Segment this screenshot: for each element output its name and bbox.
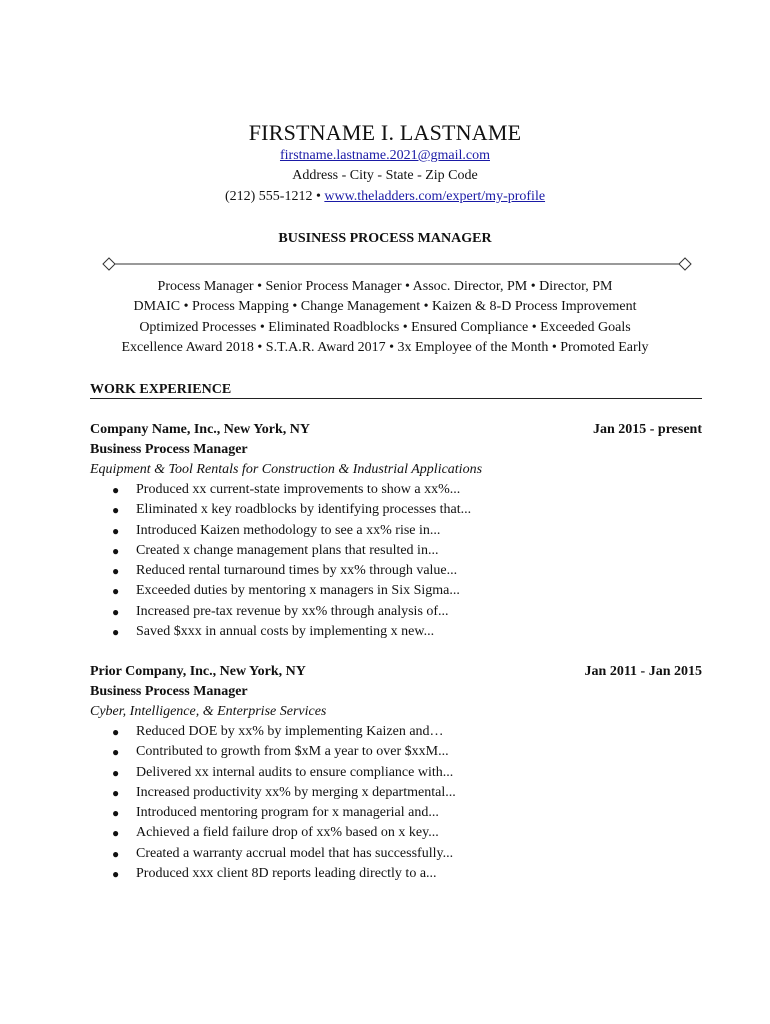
achievement-item — [90, 763, 702, 783]
achievement-text: Created a warranty accrual model that has successfully... — [136, 845, 454, 861]
job-industry: Cyber, Intelligence, & Enterprise Services — [90, 704, 327, 719]
bullet-icon: ● — [112, 765, 120, 780]
achievement-item — [90, 742, 702, 762]
achievement-text: Exceeded duties by mentoring x managers in Six Sigma... — [136, 583, 460, 599]
email-line — [0, 146, 770, 166]
email-link[interactable]: firstname.lastname.2021@gmail.com — [279, 148, 490, 163]
job-header — [90, 662, 702, 682]
achievement-item — [90, 541, 702, 561]
achievement-item — [90, 722, 702, 742]
achievement-text: Introduced mentoring program for x managerial and... — [136, 805, 439, 821]
summary-line-strengths: Optimized Processes • Eliminated Roadblocks • Ensured Compliance • Exceeded Goals — [139, 320, 631, 335]
website-link[interactable]: www.theladders.com/expert/my-profile — [324, 189, 546, 204]
bullet-icon: ● — [112, 725, 120, 739]
achievement-text: Eliminated x key roadblocks by identifying processes that... — [136, 502, 472, 518]
job-dates: Jan 2011 - Jan 2015 — [584, 664, 702, 679]
job-industry: Equipment & Tool Rentals for Construction & Industrial Applications — [90, 462, 483, 477]
achievement-text: Delivered xx internal audits to ensure compliance with... — [136, 764, 454, 780]
achievement-text: Reduced rental turnaround times by xx% through value... — [136, 563, 458, 579]
achievement-text: Produced xxx client 8D reports leading directly to a... — [136, 866, 437, 882]
candidate-name: FIRSTNAME I. LASTNAME — [248, 120, 522, 145]
achievement-item — [90, 823, 702, 843]
bullet-icon: ● — [112, 826, 120, 841]
achievement-item — [90, 622, 702, 642]
bullet-icon: ● — [112, 543, 120, 558]
contact-line — [0, 187, 770, 207]
job-entry — [90, 420, 702, 642]
phone-number: (212) 555-1212 — [224, 189, 313, 204]
left-diamond-icon — [103, 258, 115, 270]
achievement-item — [90, 521, 702, 541]
summary-line-awards: Excellence Award 2018 • S.T.A.R. Award 2017 • 3x Employee of the Month • Promoted Early — [121, 340, 649, 355]
resume-headline: BUSINESS PROCESS MANAGER — [278, 231, 492, 246]
right-diamond-icon — [679, 258, 691, 270]
summary-line-titles: Process Manager • Senior Process Manager • Assoc. Director, PM • Director, PM — [157, 279, 613, 294]
achievement-item — [90, 864, 702, 884]
section-rule — [90, 398, 702, 399]
bullet-icon: ● — [112, 745, 120, 760]
job-dates: Jan 2015 - present — [592, 422, 702, 437]
bullet-icon: ● — [112, 584, 120, 599]
achievement-item — [90, 561, 702, 581]
achievement-text: Reduced DOE by xx% by implementing Kaizen and… — [136, 724, 444, 739]
achievement-item — [90, 602, 702, 622]
achievement-item — [90, 803, 702, 823]
bullet-icon: ● — [112, 785, 120, 800]
achievement-text: Saved $xxx in annual costs by implementing x new... — [136, 624, 435, 640]
job-title: Business Process Manager — [90, 684, 248, 699]
diamond-divider — [102, 257, 692, 271]
achievement-text: Introduced Kaizen methodology to see a xx% rise in... — [136, 522, 441, 538]
achievement-text: Increased pre-tax revenue by xx% through analysis of... — [136, 603, 449, 619]
job-company: Company Name, Inc., New York, NY — [90, 422, 310, 437]
bullet-icon: ● — [112, 625, 120, 640]
job-header — [90, 420, 702, 440]
achievement-text: Increased productivity xx% by merging x departmental... — [136, 784, 456, 800]
achievement-item — [90, 581, 702, 601]
bullet-icon: ● — [112, 503, 120, 518]
achievement-text: Created x change management plans that resulted in... — [136, 542, 439, 558]
job-entry — [90, 662, 702, 884]
bullet-icon: ● — [112, 806, 120, 821]
achievement-text: Achieved a field failure drop of xx% based on x key... — [136, 825, 439, 841]
bullet-icon: ● — [112, 867, 120, 882]
achievement-item — [90, 480, 702, 500]
bullet-icon: ● — [112, 604, 120, 619]
achievement-text: Produced xx current-state improvements to show a xx%... — [136, 482, 461, 497]
job-title: Business Process Manager — [90, 442, 248, 457]
bullet-icon: ● — [112, 483, 120, 497]
bullet-icon: ● — [112, 564, 120, 579]
achievement-text: Contributed to growth from $xM a year to over $xxM... — [136, 744, 449, 760]
bullet-icon: ● — [112, 846, 120, 861]
achievement-list — [90, 722, 702, 884]
achievement-list — [90, 480, 702, 642]
contact-separator: • — [315, 189, 321, 204]
achievement-item — [90, 783, 702, 803]
summary-line-skills: DMAIC • Process Mapping • Change Management • Kaizen & 8-D Process Improvement — [133, 299, 637, 314]
bullet-icon: ● — [112, 523, 120, 538]
achievement-item — [90, 500, 702, 520]
achievement-item — [90, 844, 702, 864]
job-company: Prior Company, Inc., New York, NY — [90, 664, 306, 679]
work-experience-heading: WORK EXPERIENCE — [90, 382, 232, 397]
address-line: Address - City - State - Zip Code — [292, 168, 478, 183]
